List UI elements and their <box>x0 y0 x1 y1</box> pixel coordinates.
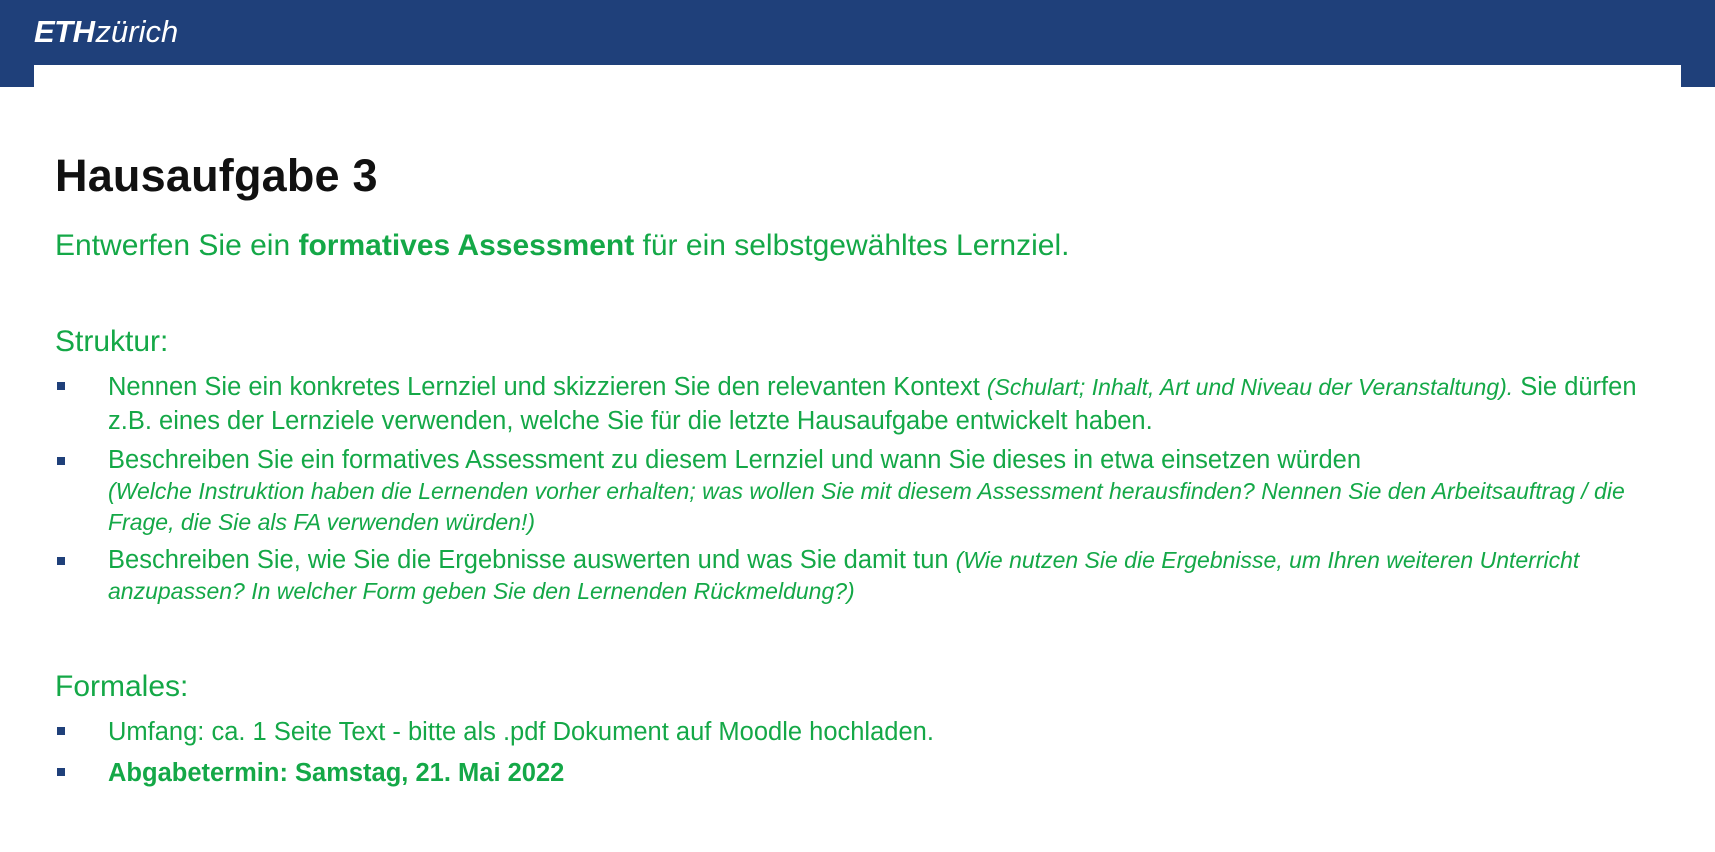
structure-list <box>55 370 1675 607</box>
formal-heading: Formales: <box>55 670 189 703</box>
lead-text-start: Entwerfen Sie ein <box>55 229 299 262</box>
eth-zurich-logo <box>34 14 178 50</box>
item-text: Umfang: ca. 1 Seite Text - bitte als .pdf Dokument auf Moodle hochladen. <box>108 718 934 746</box>
bullet-marker <box>57 727 65 735</box>
bullet-marker <box>57 557 65 565</box>
item-text: Abgabetermin: Samstag, 21. Mai 2022 <box>108 759 565 787</box>
logo-zurich: zürich <box>95 14 179 49</box>
item-note: (Welche Instruktion haben die Lernenden vorher erhalten; was wollen Sie mit diesem Assessment herausfinden? Nennen Sie den Arbeitsauftrag / die Frage, die Sie als FA verwenden würden!) <box>108 478 1625 535</box>
logo-eth: ETH <box>34 14 95 49</box>
item-text: Beschreiben Sie, wie Sie die Ergebnisse auswerten und was Sie damit tun <box>108 546 956 574</box>
structure-item-assessment <box>55 445 1675 538</box>
lead-text-bold: formatives Assessment <box>298 229 635 262</box>
bullet-marker <box>57 382 65 390</box>
item-note: (Wie nutzen Sie die Ergebnisse, um Ihren weiteren Unterricht anzupassen? In welcher Form geben Sie den Lernenden Rückmeldung?) <box>108 547 1580 604</box>
structure-heading: Struktur: <box>55 325 169 358</box>
slide-title: Hausaufgabe 3 <box>55 150 378 201</box>
formal-item-deadline <box>55 756 1675 790</box>
slide-lead <box>55 228 1675 264</box>
header-inset <box>34 65 1681 95</box>
structure-item-evaluation <box>55 545 1675 607</box>
item-note: (Schulart; Inhalt, Art und Niveau der Veranstaltung). <box>986 374 1514 400</box>
item-text-tail: Sie dürfen z.B. eines der Lernziele verwenden, welche Sie für die letzte Hausaufgabe entwickelt haben. <box>108 373 1637 435</box>
bullet-marker <box>57 768 65 776</box>
formal-list <box>55 715 1675 790</box>
item-text: Beschreiben Sie ein formatives Assessment zu diesem Lernziel und wann Sie dieses in etwa einsetzen würden <box>108 446 1362 474</box>
structure-item-context <box>55 370 1675 438</box>
item-text: Nennen Sie ein konkretes Lernziel und skizzieren Sie den relevanten Kontext <box>108 373 987 401</box>
bullet-marker <box>57 457 65 465</box>
lead-text-end: für ein selbstgewähltes Lernziel. <box>634 229 1070 262</box>
formal-item-scope <box>55 715 1675 749</box>
slide-content <box>55 150 1675 797</box>
